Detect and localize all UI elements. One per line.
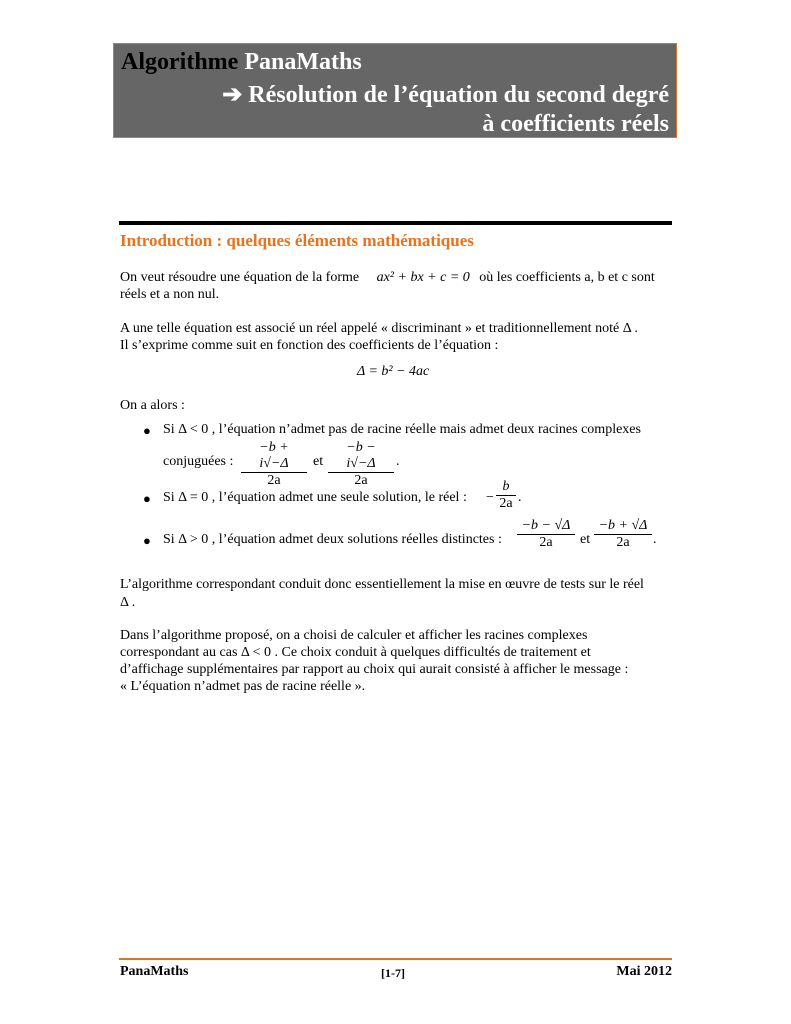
paragraph-4-line-2: Δ .: [120, 595, 136, 610]
fraction-double-root: b 2a: [496, 479, 516, 512]
title-line-3: à coefficients réels: [482, 111, 669, 137]
title-line-2: [222, 80, 669, 109]
footer-brand: PanaMaths: [120, 964, 189, 979]
text-p1a: On veut résoudre une équation de la forme: [120, 270, 360, 285]
section-divider: [119, 221, 672, 225]
fraction-complex-root-2: −b − i√−Δ 2a: [328, 440, 394, 489]
bullet-1-et: et: [313, 454, 324, 469]
arrow-right-icon: ➔: [222, 82, 243, 108]
fraction-complex-root-1: −b + i√−Δ 2a: [241, 440, 307, 489]
equation-quadratic: ax² + bx + c = 0: [376, 270, 470, 285]
paragraph-2-line-1: A une telle équation est associé un réel appelé « discriminant » et traditionnellement noté Δ .: [120, 321, 638, 336]
bullet-2-text: Si Δ = 0 , l’équation admet une seule solution, le réel :: [163, 490, 467, 505]
footer-divider: [119, 958, 672, 960]
fraction-real-root-2: −b + √Δ 2a: [594, 518, 652, 551]
title-subject: Résolution de l’équation du second degré: [248, 82, 669, 108]
bullet-dot: ●: [143, 533, 151, 548]
paragraph-5-line-4: « L’équation n’admet pas de racine réelle ».: [120, 679, 366, 694]
title-banner: [113, 43, 677, 138]
paragraph-5-line-1: Dans l’algorithme proposé, on a choisi de calculer et afficher les racines complexes: [120, 628, 588, 643]
bullet-dot: ●: [143, 491, 151, 506]
bullet-dot: ●: [143, 423, 151, 438]
equation-discriminant: Δ = b² − 4ac: [357, 364, 430, 379]
text-p2a: A une telle équation est associé un réel appelé « discriminant » et traditionnellement noté: [120, 321, 620, 336]
bullet-1-line-2: conjuguées :: [163, 454, 234, 469]
footer-page-number: [1-7]: [381, 966, 405, 980]
paragraph-5-line-2: correspondant au cas Δ < 0 . Ce choix conduit à quelques difficultés de traitement et: [120, 645, 591, 660]
title-keyword: Algorithme: [121, 49, 239, 75]
paragraph-4-line-1: L’algorithme correspondant conduit donc essentiellement la mise en œuvre de tests sur le réel: [120, 577, 644, 592]
title-line-1: [121, 49, 362, 76]
paragraph-1-line-2: réels et a non nul.: [120, 287, 220, 302]
fraction-real-root-1: −b − √Δ 2a: [517, 518, 575, 551]
footer-date: Mai 2012: [616, 964, 672, 979]
section-title: Introduction : quelques éléments mathématiques: [120, 231, 474, 250]
paragraph-2-line-2: Il s’exprime comme suit en fonction des coefficients de l’équation :: [120, 338, 499, 353]
title-brand: PanaMaths: [244, 49, 362, 75]
text-p1b: où les coefficients a, b et c sont: [479, 270, 655, 285]
bullet-3-et: et: [580, 532, 591, 547]
paragraph-1-line-1: [120, 270, 655, 286]
paragraph-3: On a alors :: [120, 398, 185, 413]
bullet-3-text: Si Δ > 0 , l’équation admet deux solutions réelles distinctes :: [163, 532, 502, 547]
bullet-1-line-1: Si Δ < 0 , l’équation n’admet pas de racine réelle mais admet deux racines complexes: [163, 422, 641, 437]
paragraph-5-line-3: d’affichage supplémentaires par rapport au choix qui aurait consisté à afficher le message :: [120, 662, 629, 677]
